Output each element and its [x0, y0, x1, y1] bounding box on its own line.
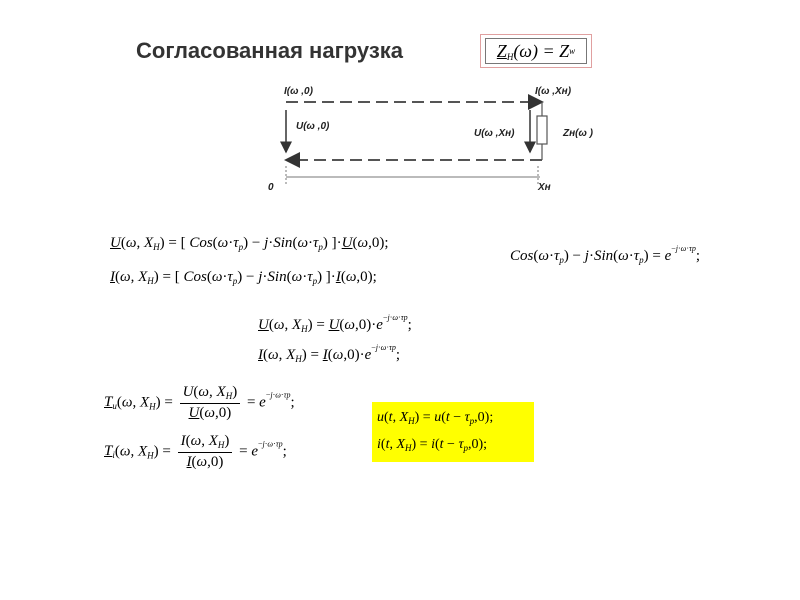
equation-i-transfer: I(ω, $X_H$) = [ $Cos(\omega\cdot\tau_p) - j\cdot Sin(\omega\cdot\tau_p)$ ]·I(ω,0); — [110, 269, 377, 286]
matched-load-condition-box — [480, 34, 592, 68]
label-i-xn: I(ω ,Xн) — [535, 86, 572, 97]
label-zn: Zн(ω ) — [563, 128, 593, 139]
slide-title: Согласованная нагрузка — [136, 38, 404, 63]
load-impedance — [537, 116, 547, 144]
label-u-0: U(ω ,0) — [296, 121, 330, 132]
matched-load-condition: $Z_H$ (ω) = Z w — [485, 38, 587, 64]
label-origin: 0 — [268, 182, 274, 193]
equation-u-transfer: U(ω, $X_H$) = [ $Cos(\omega\cdot\tau_p) - j\cdot Sin(\omega\cdot\tau_p)$ ]·U(ω,0); — [110, 235, 389, 252]
label-xn: Xн — [538, 182, 551, 193]
equation-euler: $Cos(\omega\cdot\tau_p) - j\cdot Sin(\omega\cdot\tau_p) = e^{-j\cdot\omega\cdot\tau p}$; — [510, 244, 701, 265]
label-u-xn: U(ω ,Xн) — [474, 128, 515, 139]
label-i-0: I(ω ,0) — [284, 86, 313, 97]
equation-u-exp: U(ω, $X_H) = U(\omega,0)\cdot e^{-j\cdot\omega\cdot\tau p}$; — [258, 313, 412, 334]
equation-i-time: i(t, $X_H) = i(t - \tau_p,0)$; — [377, 437, 488, 453]
equation-transfer-u: $T_u(\omega$, $X_H$) = $\frac{U(\omega, X_H)}{U(\omega,0)}$ = $e^{-j\cdot\omega\cdot\tau p}$; — [104, 384, 295, 421]
equation-transfer-i: $T_i(\omega$, $X_H$) = $\frac{I(\omega, X_H)}{I(\omega,0)}$ = $e^{-j\cdot\omega\cdot\tau p}$; — [104, 433, 287, 470]
transmission-line-diagram — [250, 80, 610, 195]
equation-i-exp: I(ω, $X_H) = I(\omega,0)\cdot e^{-j\cdot\omega\cdot\tau p}$; — [258, 343, 401, 364]
equation-u-time: u(t, $X_H) = u(t - \tau_p,0)$; — [377, 410, 494, 426]
